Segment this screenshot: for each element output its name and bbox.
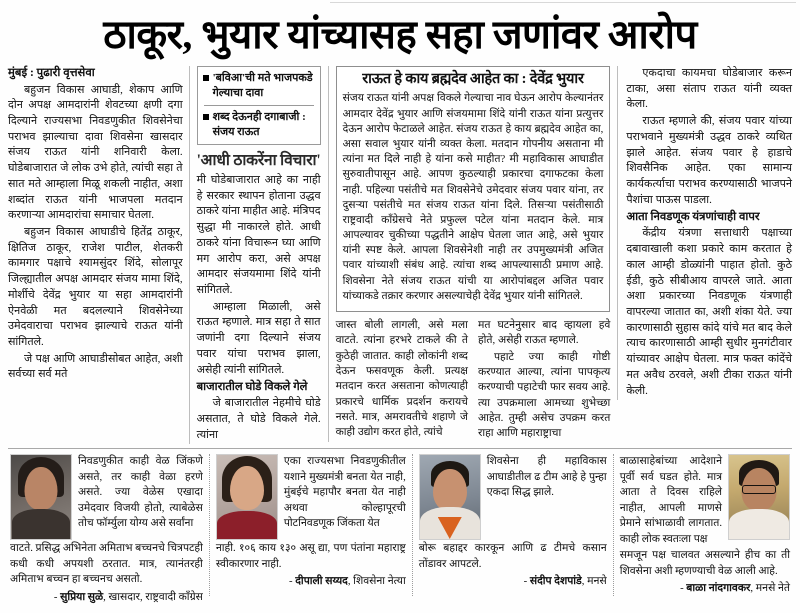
reaction-2-attrib-role: , शिवसेना नेत्या [347,575,406,588]
column3-right-para-1: मत घटनेनुसार बाद व्हायला हवे होते, असेही राऊत म्हणाले. [477,319,611,347]
portrait-photo-3 [419,454,481,540]
column4-para-1: एकदाचा कायमचा घोडेबाजार करून टाका, असा संताप राऊत यांनी व्यक्त केला. [626,67,792,111]
portrait-photo-1 [10,454,72,540]
photo-face-shape [25,467,58,510]
reaction-block-4 [613,454,792,596]
reaction-1-attrib-name: सुप्रिया सुळे [60,590,104,603]
key-points-box [197,66,321,145]
photo-torso-shape [729,509,789,539]
photo-torso-shape [12,509,70,539]
reaction-2-attrib-name: दीपाली सय्यद [295,575,348,588]
portrait-photo-2 [216,454,278,540]
photo-torso-shape [217,511,277,539]
top-hairline-divider [330,2,796,3]
column4-para-3: केंद्रीय यंत्रणा सत्ताधारी पक्षाच्या दबावाखाली कशा प्रकारे काम करतात हे काल आम्ही डोळ्यांनी पाहात होतो. कुठे ईडी, कुठे सीबीआय वापरले जाते. आता अशा प्रकारच्या निवडणूक यंत्रणाही वापरल्या जातात का, अशी शंका येते. ज्या कारणासाठी सुहास कांदे यांचे मत बाद केले त्याच कारणासाठी आम्ही सुधीर मुनगंटीवार यांच्यावर आक्षेप घेतला. मात्र फक्त कांदेंचे मत अवैध ठरवले, अशी टीका राऊत यांनी केली. [626,227,792,397]
column1-para-1: बहुजन विकास आघाडी, शेकाप आणि दोन अपक्ष आमदारांनी शेवटच्या क्षणी दगा दिल्याने राज्यसभा निवडणुकीत शिवसेनेचा पराभव झाल्याचा दावा शिवसेना खासदार संजय राऊत यांनी शनिवारी केला. घोडेबाजारात जे लोक उभे होते, त्यांची सहा ते सात मते आम्हाला मिळू शकली नाहीत, अशा शब्दांत राऊत यांनी भाजपला मतदान करणाऱ्या आमदारांचा समाचार घेतला. [8,83,183,222]
reaction-block-3 [412,454,613,596]
reaction-3-attribution: - संदीप देशपांडे, मनसे [523,575,607,588]
main-headline: ठाकूर, भुयार यांच्यासह सहा जणांवर आरोप [103,12,697,57]
reaction-3-rest: बोरू बहाद्दर कारकून आणि ढ टीमचे कसान तोंडावर आपटले. [418,542,607,570]
square-bullet-icon [203,114,209,120]
reaction-2-lead: एका राज्यसभा निवडणुकीतील यशाने मुख्यमंत्री बनता येत नाही, मुंबईचे महापौर बनता येत नाही अथवा कोल्हापूरची पोटनिवडणूक जिंकता येत [283,455,406,530]
reaction-4-rest: समजून पक्ष चालवत असल्याने हीच का ती शिवसेना अशी म्हणण्याची वेळ आली आहे. [619,549,791,577]
photo-face-shape [230,466,264,510]
reaction-3-attrib-name: संदीप देशपांडे [529,575,582,588]
column4-para-2: राऊत म्हणाले की, संजय पवार यांच्या पराभवाने मुख्यमंत्री उद्धव ठाकरे व्यथित झाले आहेत. संजय पवार हे हाडाचे शिवसैनिक आहेत. एका सामान्य कार्यकर्त्याचा पराभव करण्यासाठी भाजपने पैशांचा पाऊस पाडला. [626,115,792,206]
column2-para-2: जे बाजारातील नेहमीचे घोडे असतात, ते घोडे विकले गेले. त्यांना [196,397,321,441]
column3-left-para: जास्त बोली लागली, असे मला वाटते. त्यांना हरभरे टाकले की ते कुठेही जातात. काही लोकांनी शब्द देऊन फसवणूक केली. प्रत्यक्ष मतदान करत असताना कोणत्याही प्रकारचे धार्मिक प्रदर्शन करायचे नसते. मात्र, अमरावतीचे शहाणे जे काही उद्योग करत होते, त्यांचे [335,319,468,439]
square-bullet-icon [203,75,209,81]
reaction-4-attrib-name: बाळा नांदगावकर [686,582,751,595]
column2-subhead: बाजारातील घोडे विकले गेले [196,381,308,394]
reaction-block-2 [209,454,412,596]
main-column-band [6,62,794,442]
reaction-1-lead: निवडणुकीत काही वेळ जिंकणे असते, तर काही वेळा हरणे असते. ज्या वेळेस एखादा उमेदवार विजयी होतो, त्याबेळेस तोच फॉर्म्युला योग्य असे सर्वांना [78,455,203,530]
photo-glasses-shape [742,485,776,494]
column3-right-para-2: पहाटे ज्या काही गोष्टी करण्यात आल्या, त्यांना पापकृत्य करण्याची पहाटेची फार सवय आहे. त्या उपक्रमाला आमच्या शुभेच्छा आहेत. तुम्ही असेच उपक्रम करत राहा आणि महाराष्ट्राचा [477,350,611,440]
key-point-1 [203,71,315,101]
column3-lower-right [478,318,610,442]
key-point-2 [203,110,315,140]
reaction-2-top [216,454,406,540]
column4-subhead: आता निवडणूक यंत्रणांचाही वापर [626,211,760,224]
reaction-1-attribution: - सुप्रिया सुळे, खासदार, राष्ट्रवादी काँग्रेस [53,590,203,603]
column-3 [328,66,618,442]
reaction-2-attribution: - दीपाली सय्यद, शिवसेना नेत्या [289,575,406,588]
reaction-block-1 [8,454,209,603]
key-point-1-label: 'बविआ'ची मते भाजपकडे गेल्याचा दावा [212,72,313,99]
column3-lower-left [336,318,468,442]
column2-para-1: आम्हाला मिळाली, असे राऊत म्हणाले. मात्र सहा ते सात जणांनी दगा दिल्याने संजय पवार यांचा पराभव झाला, असेही त्यांनी सांगितले. [196,300,321,376]
sidebar-story-box [336,66,611,312]
reaction-4-attribution: - बाळा नांदगावकर, मनसे नेते [680,582,791,595]
reaction-4-lead: बाळासाहेबांच्या आदेशाने पूर्वी सर्व घडत होते. मात्र आता ते दिवस राहिले नाहीत, आपली माणसे प्रेमाने सांभाळावी लागतात. काही लोक स्वतःला पक्ष [619,455,723,545]
key-points-divider [204,105,314,106]
column-1 [8,66,189,384]
photo-face-shape [433,469,467,511]
column-2 [189,66,328,444]
reaction-1-rest: वाटते. प्रसिद्ध अभिनेता अमिताभ बच्चनचे चित्रपटही कधी कधी अपयशी ठरतात. मात्र, त्यानंतरही अमिताभ बच्चन हा बच्चनच असतो. [10,542,203,586]
pullquote-heading: 'आधी ठाकरेंना विचारा' [196,152,321,170]
sidebar-story-para: संजय राऊत यांनी अपक्ष विकले गेल्याचा नाव घेऊन आरोप केल्यानंतर आमदार देवेंद्र भुयार आणि संजयमामा शिंदे यांनी राऊत यांना प्रत्युत्तर देऊन आरोप फेटाळले आहेत. संजय राऊत हे काय ब्रह्मदेव आहेत का, असा सवाल भुयार यांनी व्यक्त केला. मतदान गोपनीय असताना मी त्यांना मत दिले नाही हे यांना कसे माहीत? मी महाविकास आघाडीत सुरुवातीपासून आहे. आपण कुठल्याही प्रकारचा दगाफटका केला नाही. पहिल्या पसंतीचे मत शिवसेनेचे उमेदवार संजय पवार यांना, तर दुसऱ्या पसंतीचे मत संजय राऊत यांना दिले. तिसऱ्या पसंतीसाठी राष्ट्रवादी काँग्रेसचे नेते प्रफुल्ल पटेल यांना मतदान केले. मात्र आपल्यावर चुकीच्या पद्धतीने आक्षेप घेतला जात आहे, असे भुयार यांनी स्पष्ट केले. आपला शिवसेनेशी नाही तर उपमुख्यमंत्री अजित पवार यांच्याशी संबंध आहे. त्यांचा शब्द आपल्यासाठी प्रमाण आहे. शिवसेना नेते संजय राऊत यांची या आरोपांबद्दल अजित पवार यांच्याकडे तक्रार करणार असल्याचेही देवेंद्र भुयार यांनी सांगितले. [342,92,604,302]
key-point-2-label: शब्द देऊनही दगाबाजी : संजय राऊत [212,110,306,138]
column1-para-2: बहुजन विकास आघाडीचे हितेंद्र ठाकूर, क्षितिज ठाकूर, राजेश पाटील, शेतकरी कामगार पक्षाचे श्यामसुंदर शिंदे, सोलापूर जिल्ह्यातील अपक्ष आमदार संजय मामा शिंदे, मोर्शीचे देवेंद्र भुयार या सहा आमदारांनी ऐनवेळी मत बदलल्याने शिवसेनेच्या उमेदवाराचा पराभव झाल्याचे राऊत यांनी सांगितले. [8,225,183,349]
pullquote-para: मी घोडेबाजारात आहे का नाही हे सरकार स्थापन होताना उद्धव ठाकरे यांना माहीत आहे. मंत्रिपद सुद्धा मी नाकारले होते. आधी ठाकरे यांना विचारून घ्या आणि मग आरोप करा, असे अपक्ष आमदार संजयमामा शिंदे यांनी सांगितले. [196,173,321,296]
sidebar-story-headline: राऊत हे काय ब्रह्मदेव आहेत का : देवेंद्र भुयार [362,71,584,87]
reaction-2-rest: नाही. १०६ काय १३० असू द्या, पण पंतांना महाराष्ट्र स्वीकारणार नाही. [215,542,406,570]
column-4 [617,66,792,400]
reaction-3-attrib-role: , मनसे [581,575,607,588]
reactions-strip [8,448,792,603]
portrait-photo-4 [728,454,790,540]
reaction-1-attrib-role: , खासदार, राष्ट्रवादी काँग्रेस [103,590,203,603]
reaction-4-top [620,454,790,547]
column3-lower-split [336,318,611,442]
column1-para-3: जे पक्ष आणि आघाडीसोबत आहेत, अशी सर्वच्या सर्व मते [8,352,183,381]
dateline: मुंबई : पुढारी वृत्तसेवा [8,67,95,79]
reaction-3-top [419,454,607,540]
reaction-4-attrib-role: , मनसे नेते [750,582,791,595]
reaction-1-top [10,454,203,540]
reaction-3-lead: शिवसेना ही महाविकास आघाडीतील ढ टीम आहे हे पुन्हा एकदा सिद्ध झाले. [486,455,607,499]
headline-container [6,4,794,62]
